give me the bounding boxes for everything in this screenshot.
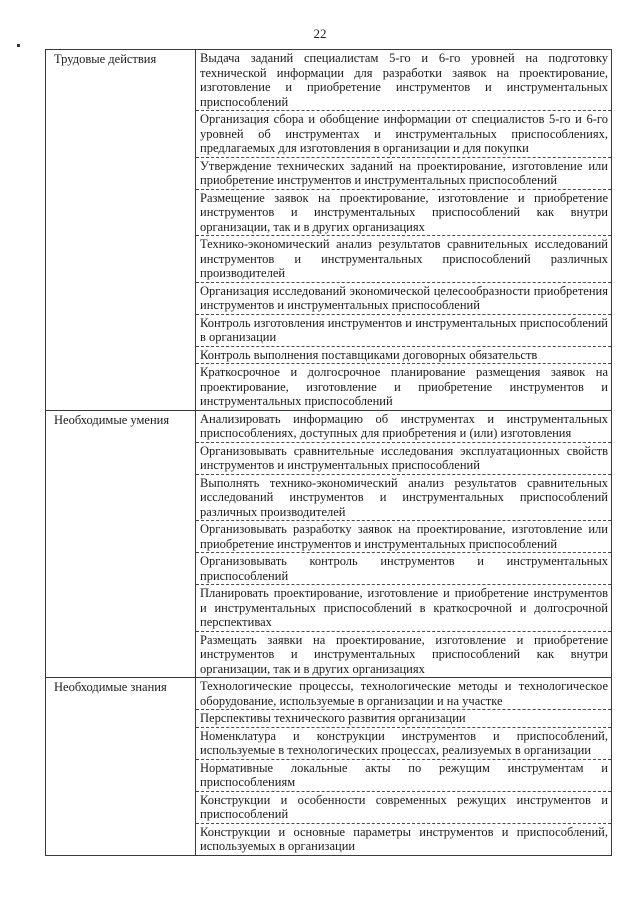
- margin-mark: [17, 44, 20, 47]
- row-label-cell: [46, 678, 196, 856]
- list-item: Размещать заявки на проектирование, изготовление и приобретение инструментов и инструментальных приспособлений как внутри организации, так и в других организациях: [196, 631, 611, 678]
- row-label-cell: [46, 50, 196, 411]
- row-label: Необходимые умения: [54, 412, 170, 427]
- list-item: Технологические процессы, технологические методы и технологическое оборудование, используемые в организации и на участке: [200, 679, 608, 708]
- list-item: Выполнять технико-экономический анализ результатов сравнительных исследований инструментов и инструментальных приспособлений различных производителей: [196, 474, 611, 521]
- list-item: Организовывать разработку заявок на проектирование, изготовление или приобретение инструментов и инструментальных приспособлений: [196, 520, 611, 552]
- list-item: Перспективы технического развития организации: [196, 709, 611, 727]
- list-item: Размещение заявок на проектирование, изготовление и приобретение инструментов и инструментальных приспособлений как внутри организации, так и в других организациях: [196, 189, 611, 236]
- list-item: Номенклатура и конструкции инструментов и приспособлений, используемые в технологических процессах, реализуемых в организации: [196, 727, 611, 759]
- row-items-cell: [196, 678, 612, 856]
- row-items-cell: [196, 50, 612, 411]
- list-item: Конструкции и особенности современных режущих инструментов и приспособлений: [196, 791, 611, 823]
- row-required-skills: [46, 410, 612, 678]
- row-items-cell: [196, 410, 612, 678]
- row-labor-actions: [46, 50, 612, 411]
- list-item: Выдача заданий специалистам 5-го и 6-го уровней на подготовку технической информации для разработки заявок на проектирование, изготовление и приобретение инструментов и инструментальных приспособлений: [200, 51, 608, 109]
- list-item: Контроль изготовления инструментов и инструментальных приспособлений в организации: [196, 314, 611, 346]
- list-item: Конструкции и основные параметры инструментов и приспособлений, используемых в организации: [196, 823, 611, 855]
- row-label-cell: [46, 410, 196, 678]
- row-required-knowledge: [46, 678, 612, 856]
- list-item: Анализировать информацию об инструментах и инструментальных приспособлениях, доступных для приобретения и (или) изготовления: [200, 411, 608, 440]
- list-item: Краткосрочное и долгосрочное планирование размещения заявок на проектирование, изготовление и приобретение инструментов и инструментальных приспособлений: [196, 363, 611, 410]
- list-item: Организация исследований экономической целесообразности приобретения инструментов и инструментальных приспособлений: [196, 282, 611, 314]
- list-item: Нормативные локальные акты по режущим инструментам и приспособлениям: [196, 759, 611, 791]
- list-item: Организовывать сравнительные исследования эксплуатационных свойств инструментов и инструментальных приспособлений: [196, 442, 611, 474]
- page-number: 22: [313, 26, 327, 41]
- list-item: Контроль выполнения поставщиками договорных обязательств: [196, 346, 611, 364]
- list-item: Планировать проектирование, изготовление и приобретение инструментов и инструментальных приспособлений в краткосрочной и долгосрочной перспективах: [196, 584, 611, 631]
- list-item: Утверждение технических заданий на проектирование, изготовление или приобретение инструментов и инструментальных приспособлений: [196, 157, 611, 189]
- competency-table: [45, 49, 612, 856]
- row-label: Необходимые знания: [54, 680, 167, 694]
- list-item: Организация сбора и обобщение информации от специалистов 5-го и 6-го уровней об инструментах и инструментальных приспособлениях, предлагаемых для изготовления в организации и для покупки: [196, 110, 611, 157]
- list-item: Технико-экономический анализ результатов сравнительных исследований инструментов и инструментальных приспособлений различных производителей: [196, 235, 611, 282]
- list-item: Организовывать контроль инструментов и инструментальных приспособлений: [196, 552, 611, 584]
- row-label: Трудовые действия: [54, 52, 157, 66]
